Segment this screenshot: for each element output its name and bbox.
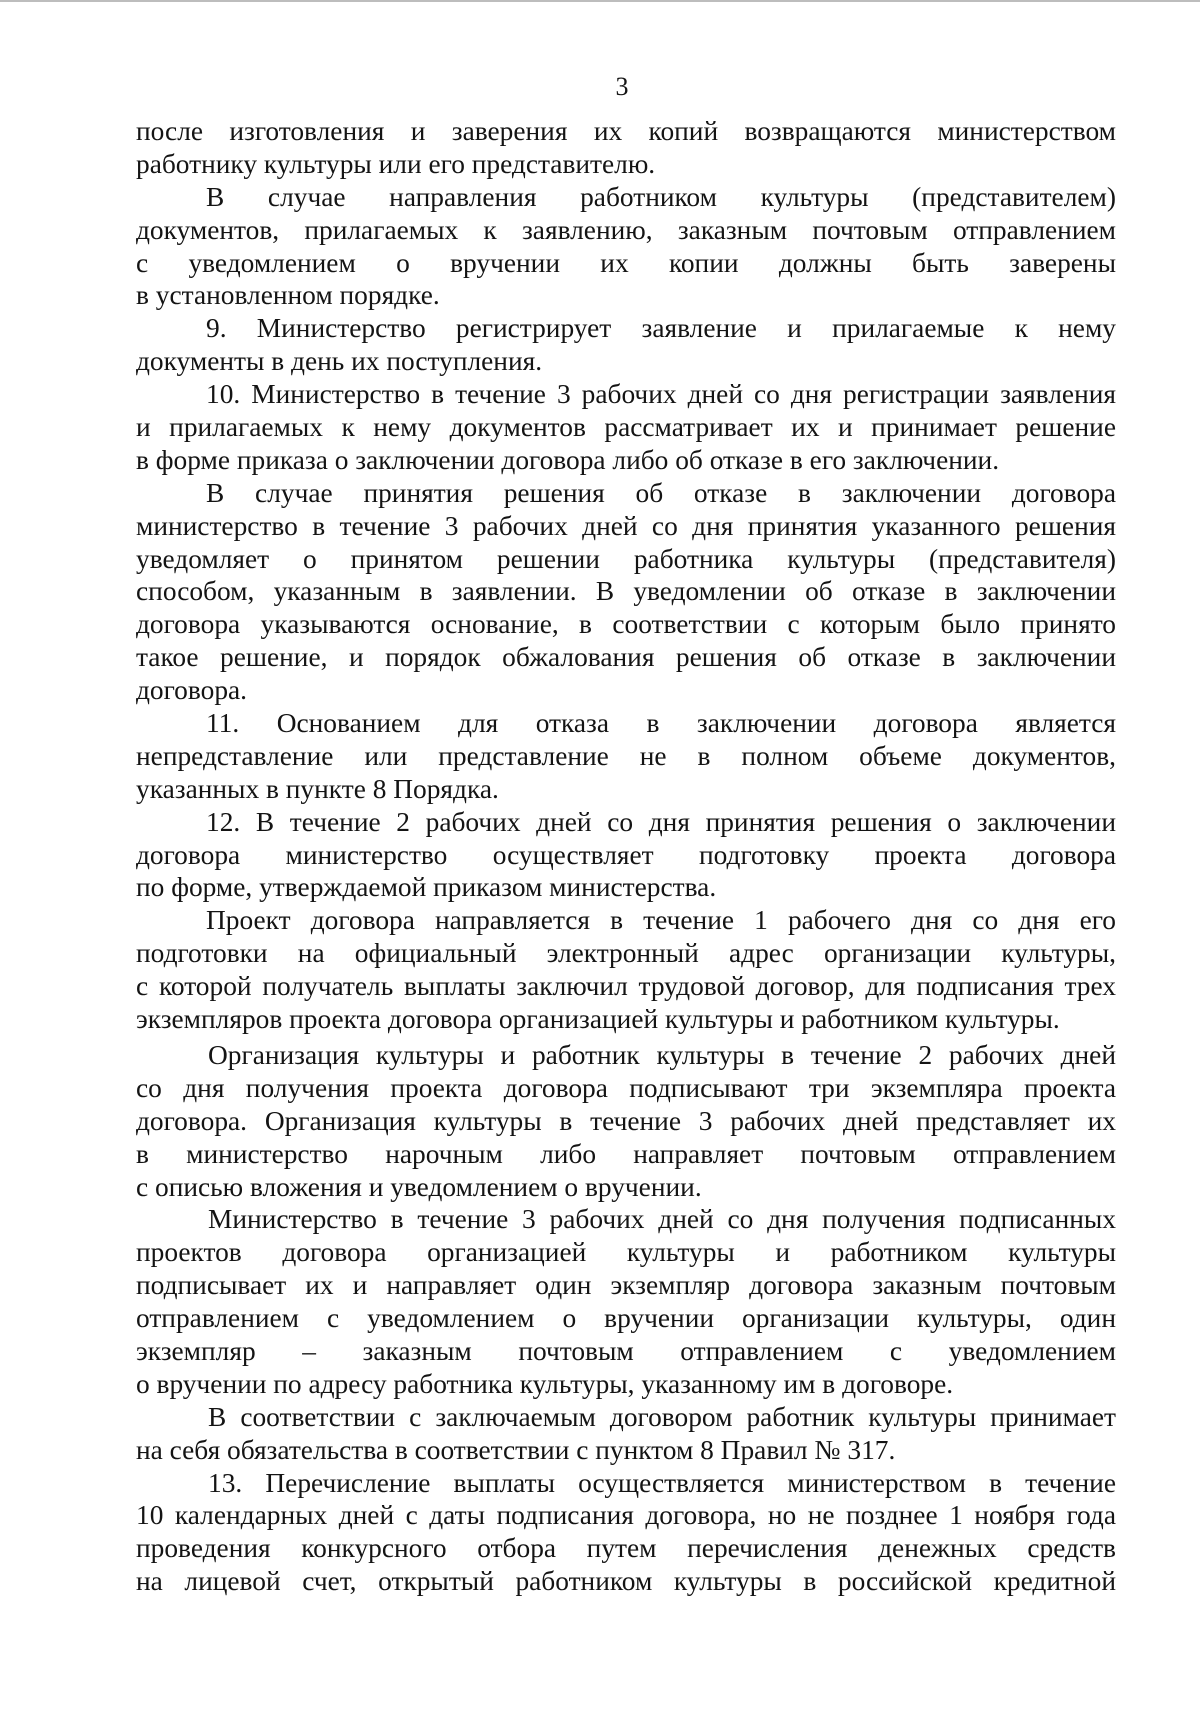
text-line: 10. Министерство в течение 3 рабочих дней со дня регистрации заявления — [206, 379, 1116, 410]
text-line: в форме приказа о заключении договора либо об отказе в его заключении. — [136, 444, 1000, 475]
page-number: 3 — [615, 72, 629, 101]
text-line: о вручении по адресу работника культуры, указанному им в договоре. — [136, 1368, 954, 1399]
text-line: министерство в течение 3 рабочих дней со дня принятия указанного решения — [136, 510, 1116, 541]
text-line: 13. Перечисление выплаты осуществляется министерством в течение — [208, 1467, 1116, 1498]
text-line: в установленном порядке. — [136, 280, 440, 311]
text-line: договора указываются основание, в соответствии с которым было принято — [136, 609, 1116, 640]
text-line: В случае направления работником культуры (представителем) — [206, 181, 1116, 212]
text-line: способом, указанным в заявлении. В уведомлении об отказе в заключении — [136, 576, 1116, 607]
text-line: указанных в пункте 8 Порядка. — [136, 773, 499, 804]
text-line: работнику культуры или его представителю. — [136, 148, 656, 179]
text-line: проектов договора организацией культуры и работником культуры — [136, 1237, 1116, 1268]
text-line: отправлением с уведомлением о вручении организации культуры, один — [136, 1303, 1116, 1334]
text-line: 11. Основанием для отказа в заключении договора является — [206, 708, 1116, 739]
body-text — [136, 115, 1116, 1598]
text-line: Организация культуры и работник культуры в течение 2 рабочих дней — [208, 1039, 1116, 1070]
text-line: договора министерство осуществляет подготовку проекта договора — [136, 839, 1116, 870]
text-line: В случае принятия решения об отказе в заключении договора — [206, 477, 1116, 508]
text-line: 12. В течение 2 рабочих дней со дня принятия решения о заключении — [206, 806, 1116, 837]
text-line: экземпляр – заказным почтовым отправлением с уведомлением — [136, 1335, 1116, 1366]
text-line: такое решение, и порядок обжалования решения об отказе в заключении — [136, 642, 1116, 673]
text-line: с описью вложения и уведомлением о вручении. — [136, 1171, 702, 1202]
text-line: после изготовления и заверения их копий возвращаются министерством — [136, 116, 1116, 146]
text-line: документы в день их поступления. — [136, 346, 543, 377]
page-top-edge — [0, 0, 1200, 2]
text-line: подготовки на официальный электронный адрес организации культуры, — [136, 938, 1116, 969]
text-line: Министерство в течение 3 рабочих дней со дня получения подписанных — [208, 1204, 1116, 1235]
text-line: В соответствии с заключаемым договором работник культуры принимает — [208, 1401, 1116, 1432]
text-line: проведения конкурсного отбора путем перечисления денежных средств — [136, 1533, 1116, 1564]
text-line: экземпляров проекта договора организацией культуры и работником культуры. — [136, 1004, 1060, 1035]
text-line: с уведомлением о вручении их копии должны быть заверены — [136, 247, 1116, 278]
text-line: непредставление или представление не в полном объеме документов, — [136, 740, 1116, 771]
text-line: по форме, утверждаемой приказом министерства. — [136, 872, 717, 903]
text-line: Проект договора направляется в течение 1 рабочего дня со дня его — [206, 905, 1116, 936]
text-line: договора. Организация культуры в течение 3 рабочих дней представляет их — [136, 1105, 1116, 1136]
text-line: на себя обязательства в соответствии с пунктом 8 Правил № 317. — [136, 1434, 896, 1465]
text-line: на лицевой счет, открытый работником культуры в российской кредитной — [136, 1566, 1116, 1597]
text-line: и прилагаемых к нему документов рассматривает их и принимает решение — [136, 412, 1116, 443]
text-line: уведомляет о принятом решении работника культуры (представителя) — [136, 543, 1116, 574]
text-line: с которой получатель выплаты заключил трудовой договор, для подписания трех — [136, 971, 1116, 1002]
text-line: договора. — [136, 675, 248, 706]
text-line: подписывает их и направляет один экземпляр договора заказным почтовым — [136, 1270, 1116, 1301]
text-line: в министерство нарочным либо направляет почтовым отправлением — [136, 1138, 1116, 1169]
text-line: 9. Министерство регистрирует заявление и прилагаемые к нему — [206, 313, 1116, 344]
text-line: документов, прилагаемых к заявлению, заказным почтовым отправлением — [136, 214, 1116, 245]
text-line: 10 календарных дней с даты подписания договора, но не позднее 1 ноября года — [136, 1500, 1116, 1531]
text-line: со дня получения проекта договора подписывают три экземпляра проекта — [136, 1072, 1116, 1103]
